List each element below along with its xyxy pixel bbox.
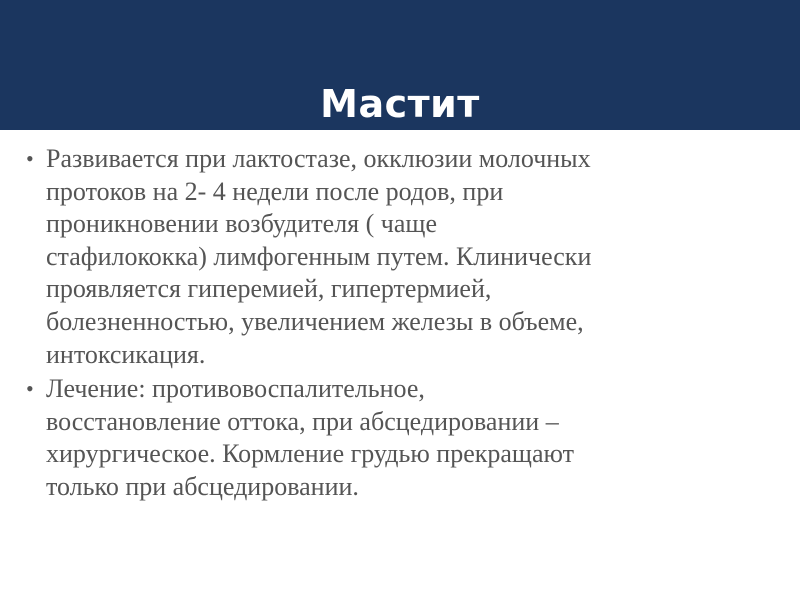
bullet-list bbox=[26, 143, 771, 506]
text-line: протоков на 2- 4 недели после родов, при bbox=[46, 176, 504, 206]
bullet-marker: • bbox=[26, 376, 34, 402]
bullet-item-symptoms bbox=[26, 143, 771, 371]
text-line: восстановление оттока, при абсцедировании – bbox=[46, 406, 559, 436]
text-line: Лечение: противовоспалительное, bbox=[46, 374, 425, 404]
text-line: хирургическое. Кормление грудью прекращают bbox=[46, 439, 574, 469]
text-line: стафилококка) лимфогенным путем. Клинически bbox=[46, 241, 592, 271]
text-line: только при абсцедировании. bbox=[46, 471, 359, 501]
text-line: проникновении возбудителя ( чаще bbox=[46, 209, 437, 239]
slide-title: Мастит bbox=[320, 82, 480, 126]
bullet-marker: • bbox=[26, 146, 34, 171]
text-line: интоксикация. bbox=[46, 339, 206, 369]
bullet-item-treatment bbox=[26, 373, 771, 503]
text-line: болезненностью, увеличением железы в объеме, bbox=[46, 306, 584, 336]
text-line: Развивается при лактостазе, окклюзии молочных bbox=[46, 144, 591, 173]
text-line: проявляется гиперемией, гипертермией, bbox=[46, 274, 492, 304]
